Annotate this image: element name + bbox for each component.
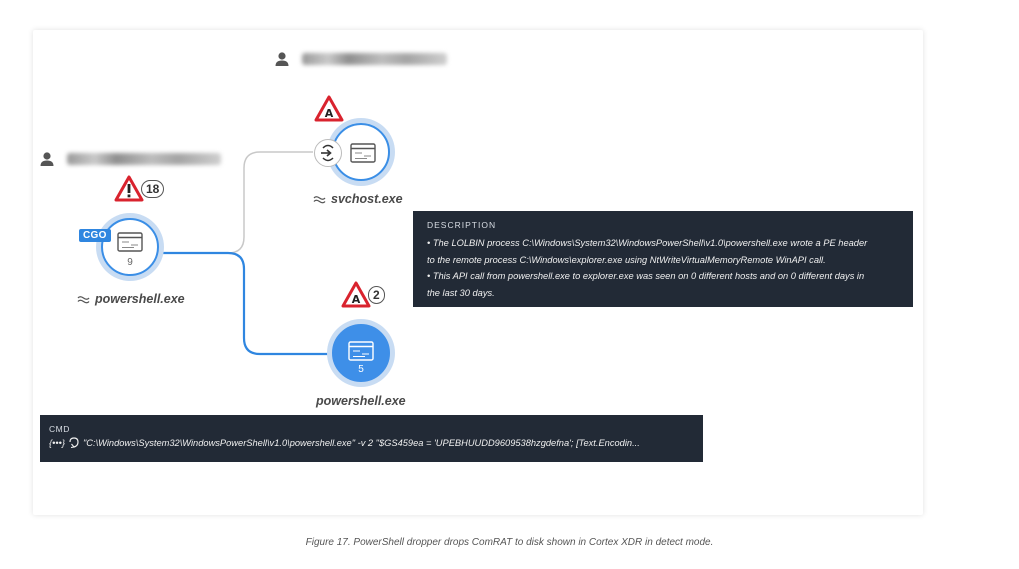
description-line: to the remote process C:\Windows\explorer.exe using NtWriteVirtualMemoryRemote WinAPI call.: [427, 254, 826, 265]
link-icon: [313, 195, 326, 204]
process-icon: [69, 437, 79, 448]
child-count: 9: [127, 257, 133, 268]
cmd-title: CMD: [49, 424, 70, 434]
node-label-parent[interactable]: [77, 292, 185, 306]
child-count: 5: [358, 364, 364, 375]
warning-icon: [114, 175, 144, 202]
warning-a-icon: [341, 281, 371, 308]
node-label-svchost[interactable]: [313, 192, 403, 206]
cmd-text: "C:\Windows\System32\WindowsPowerShell\v1.0\powershell.exe" -v 2 "$GS459ea = 'UPEBHUUDD9609538hzgdefna'; [Text.Encodin...: [82, 437, 640, 448]
cmd-line[interactable]: [49, 437, 694, 448]
redacted-username: [67, 153, 221, 165]
warning-a-icon: [314, 95, 344, 122]
user-icon: [39, 151, 55, 167]
window-icon: [350, 143, 376, 163]
process-node-parent-powershell[interactable]: [96, 213, 164, 281]
alert-badge-letter: A: [351, 293, 361, 306]
edge-parent-svchost: [160, 152, 313, 253]
edge-parent-child: [160, 253, 331, 354]
window-icon: [348, 341, 374, 361]
injection-badge: [314, 139, 342, 167]
description-line: the last 30 days.: [427, 287, 495, 298]
injection-icon: [315, 140, 341, 166]
description-line: • This API call from powershell.exe to explorer.exe was seen on 0 different hosts and on 0 different days in: [427, 271, 865, 281]
description-line: • The LOLBIN process C:\Windows\System32\WindowsPowerShell\v1.0\powershell.exe wrote a PE header: [427, 238, 868, 248]
node-core: [101, 218, 159, 276]
cmd-prefix: {•••}: [49, 437, 65, 448]
link-icon: [77, 295, 90, 304]
window-icon: [117, 232, 143, 252]
redacted-username: [302, 53, 447, 65]
cmd-panel: [40, 415, 703, 462]
description-title: DESCRIPTION: [427, 220, 497, 230]
node-label-text: powershell.exe: [95, 292, 185, 306]
cgo-tag: CGO: [79, 229, 111, 242]
node-label-text: powershell.exe: [316, 394, 406, 408]
node-label-text: svchost.exe: [331, 192, 403, 206]
user-icon: [274, 51, 290, 67]
alert-child[interactable]: [341, 281, 385, 308]
alert-count: 2: [368, 286, 385, 304]
alert-badge-letter: A: [324, 107, 334, 120]
alert-count: 18: [141, 180, 164, 198]
description-panel: [413, 211, 913, 307]
user-row-top: [274, 51, 447, 67]
node-label-child[interactable]: [316, 394, 406, 408]
figure-caption: Figure 17. PowerShell dropper drops ComRAT to disk shown in Cortex XDR in detect mode.: [305, 537, 714, 548]
node-core: [332, 324, 390, 382]
process-node-child-powershell[interactable]: [327, 319, 395, 387]
alert-parent[interactable]: [114, 175, 164, 202]
user-row-left: [39, 151, 221, 167]
alert-svchost[interactable]: [314, 95, 344, 122]
